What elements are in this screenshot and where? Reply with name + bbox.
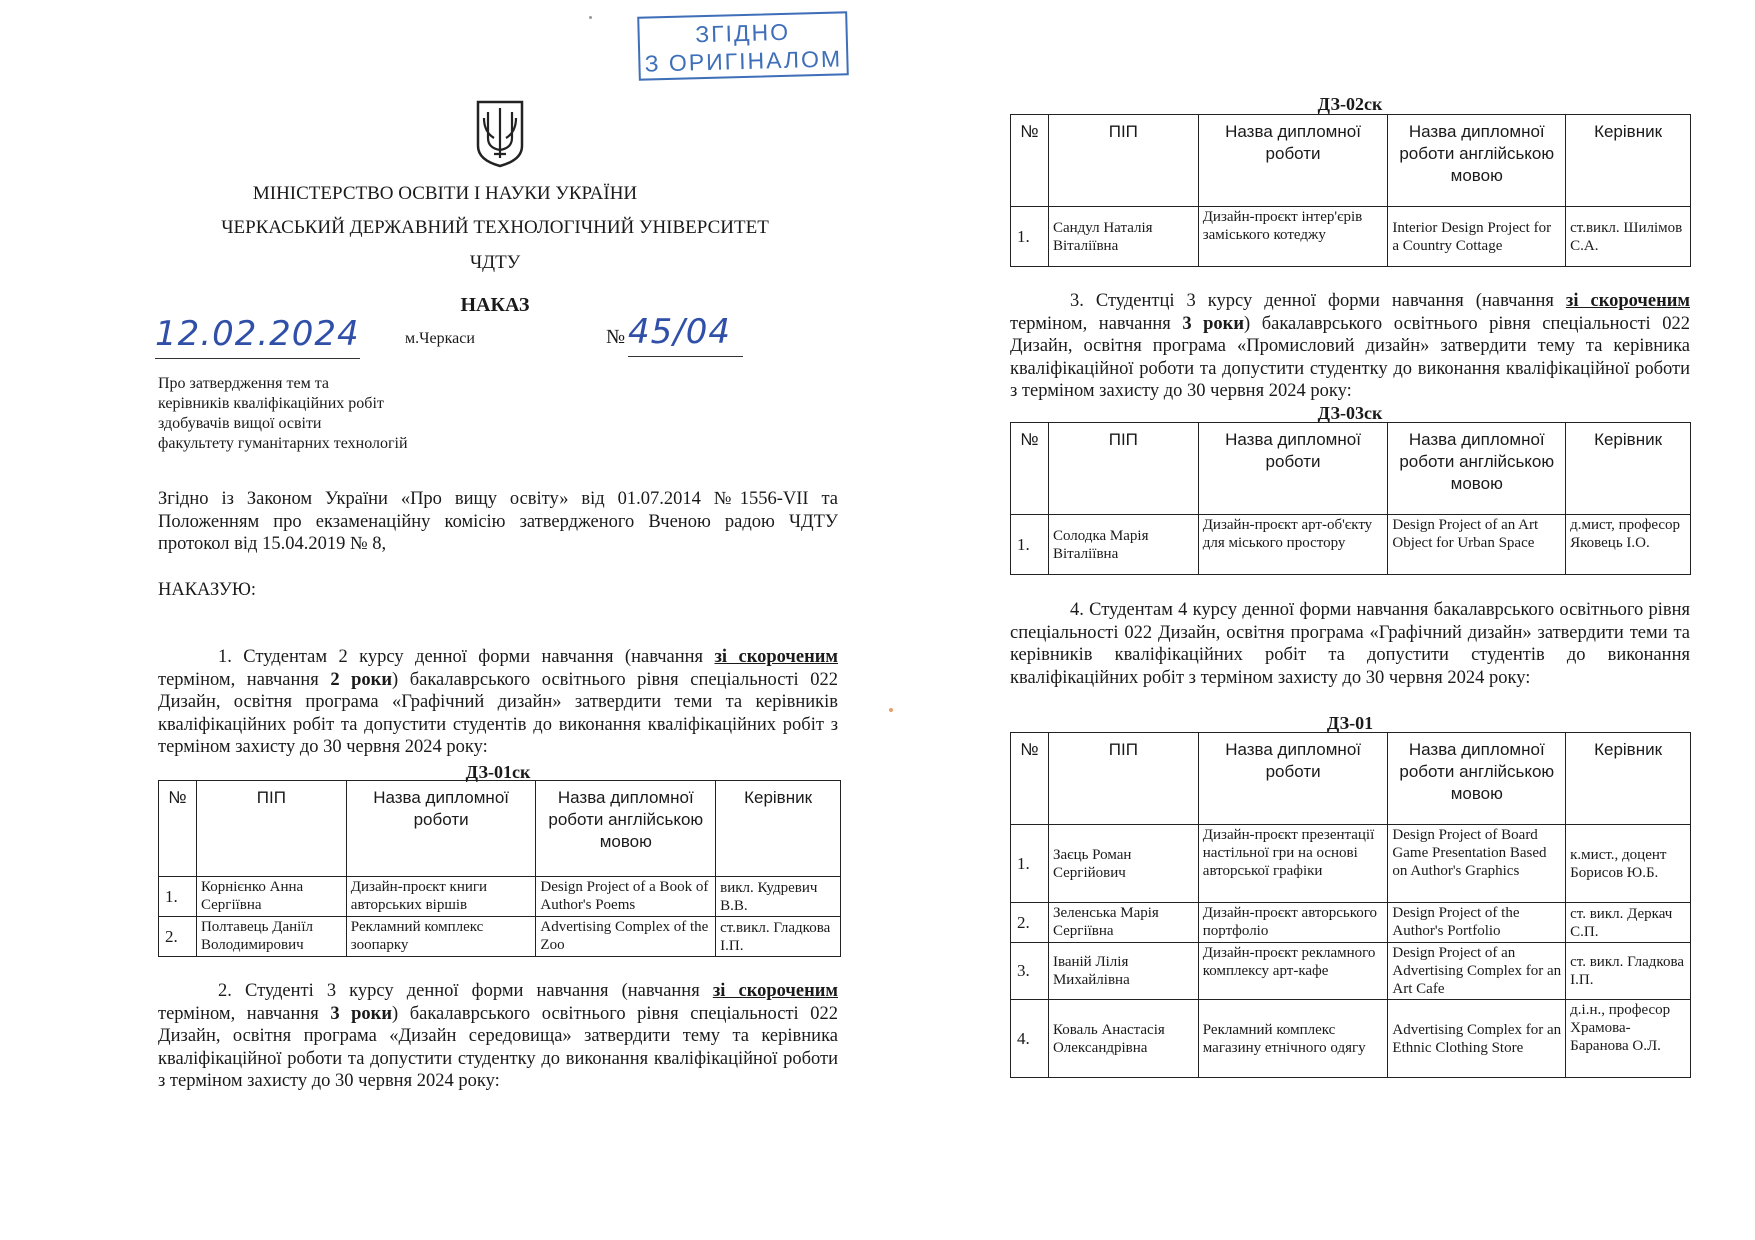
theses-table-4 xyxy=(1010,732,1691,1078)
table-row: 1. Заєць Роман Сергійович Дизайн-проєкт презентації настільної гри на основі авторської графіки Design Project of Board Game Presentation Based on Author's Graphics к.мист., доцент Борисов Ю.Б. xyxy=(1011,825,1691,903)
city: м.Черкаси xyxy=(405,330,475,347)
table-row: 1. Сандул Наталія Віталіївна Дизайн-проєкт інтер'єрів заміського котеджу Interior Design Project for a Country Cottage ст.викл. Шилімов С.А. xyxy=(1011,207,1691,267)
scan-speck xyxy=(889,708,893,712)
column-header-title-en: Назва дипломної роботи англійською мовою xyxy=(1388,115,1566,207)
column-header-num: № xyxy=(1011,733,1049,825)
column-header-name: ПІП xyxy=(1048,423,1198,515)
scan-speck xyxy=(589,16,592,19)
order-title: НАКАЗ xyxy=(460,294,530,316)
order-word: НАКАЗУЮ: xyxy=(158,580,257,600)
table-row: 4. Коваль Анастасія Олександрівна Рекламний комплекс магазину етнічного одягу Advertising Complex for an Ethnic Clothing Store д.і.н., професор Храмова-Баранова О.Л. xyxy=(1011,1000,1691,1078)
order-date: 12.02.2024 xyxy=(155,314,360,359)
theses-table-3 xyxy=(1010,422,1691,575)
column-header-supervisor: Керівник xyxy=(1566,733,1691,825)
table-2-caption: ДЗ-02ск xyxy=(1317,94,1383,114)
number-sign: № xyxy=(606,326,626,348)
column-header-title: Назва дипломної роботи xyxy=(1198,115,1388,207)
column-header-num: № xyxy=(1011,115,1049,207)
item-1: 1. Студентам 2 курсу денної форми навчання (навчання зі скороченим терміном, навчання 2 роки) бакалаврського освітнього рівня спеціальності 022 Дизайн, освітня програма «Графічний дизайн» затвердити теми та керівників кваліфікаційних робіт та допустити студентів до виконання кваліфікаційних робіт з терміном захисту до 30 червня 2024 року: xyxy=(158,647,838,757)
table-row: 3. Іваній Лілія Михайлівна Дизайн-проєкт рекламного комплексу арт-кафе Design Project of an Advertising Complex for an Art Cafe ст. викл. Гладкова І.П. xyxy=(1011,943,1691,1000)
preamble: Згідно із Законом України «Про вищу освіту» від 01.07.2014 №1556-VII та Положенням про екзаменаційну комісію затвердженого Вченою радою ЧДТУ протокол від 15.04.2019 № 8, xyxy=(158,489,838,554)
column-header-name: ПІП xyxy=(196,781,346,877)
table-row: 1. Солодка Марія Віталіївна Дизайн-проєкт арт-об'єкту для міського простору Design Project of an Art Object for Urban Space д.мист, професор Яковець І.О. xyxy=(1011,515,1691,575)
column-header-title: Назва дипломної роботи xyxy=(346,781,536,877)
column-header-title-en: Назва дипломної роботи англійською мовою xyxy=(1388,423,1566,515)
column-header-num: № xyxy=(1011,423,1049,515)
column-header-supervisor: Керівник xyxy=(716,781,841,877)
column-header-title: Назва дипломної роботи xyxy=(1198,733,1388,825)
theses-table-1 xyxy=(158,780,841,957)
table-3-caption: ДЗ-03ск xyxy=(1317,403,1383,423)
theses-table-2 xyxy=(1010,114,1691,267)
table-1-caption: ДЗ-01ск xyxy=(465,762,531,782)
item-4: 4. Студентам 4 курсу денної форми навчання бакалаврського освітнього рівня спеціальності 022 Дизайн, освітня програма «Графічний дизайн» затвердити теми та керівників кваліфікаційних робіт та допустити студентів до виконання кваліфікаційних робіт з терміном захисту до 30 червня 2024 року: xyxy=(1010,600,1690,688)
column-header-title: Назва дипломної роботи xyxy=(1198,423,1388,515)
item-2: 2. Студенті 3 курсу денної форми навчання (навчання зі скороченим терміном, навчання 3 роки) бакалаврського освітнього рівня спеціальності 022 Дизайн, освітня програма «Дизайн середовища» затвердити тему та керівника кваліфікаційної роботи та допустити студентку до виконання кваліфікаційної роботи з терміном захисту до 30 червня 2024 року: xyxy=(158,981,838,1091)
column-header-name: ПІП xyxy=(1048,115,1198,207)
certified-copy-stamp: ЗГІДНО З ОРИГІНАЛОМ xyxy=(637,11,849,80)
university-abbr: ЧДТУ xyxy=(469,252,521,273)
column-header-supervisor: Керівник xyxy=(1566,115,1691,207)
item-3: 3. Студентці 3 курсу денної форми навчання (навчання зі скороченим терміном, навчання 3 роки) бакалаврського освітнього рівня спеціальності 022 Дизайн, освітня програма «Промисловий дизайн» затвердити тему та керівника кваліфікаційної роботи та допустити студентку до виконання кваліфікаційної роботи з терміном захисту до 30 червня 2024 року: xyxy=(1010,291,1690,401)
table-row: 2. Полтавець Даніїл Володимирович Рекламний комплекс зоопарку Advertising Complex of the Zoo ст.викл. Гладкова І.П. xyxy=(159,917,841,957)
column-header-name: ПІП xyxy=(1048,733,1198,825)
column-header-title-en: Назва дипломної роботи англійською мовою xyxy=(1388,733,1566,825)
column-header-title-en: Назва дипломної роботи англійською мовою xyxy=(536,781,716,877)
order-subject: Про затвердження тем та керівників кваліфікаційних робіт здобувачів вищої освіти факультету гуманітарних технологій xyxy=(158,375,408,452)
ministry-title: МІНІСТЕРСТВО ОСВІТИ І НАУКИ УКРАЇНИ xyxy=(252,183,638,204)
table-row: 1. Корнієнко Анна Сергіївна Дизайн-проєкт книги авторських віршів Design Project of a Book of Author's Poems викл. Кудревич В.В. xyxy=(159,877,841,917)
university-title: ЧЕРКАСЬКИЙ ДЕРЖАВНИЙ ТЕХНОЛОГІЧНИЙ УНІВЕРСИТЕТ xyxy=(221,217,769,238)
column-header-num: № xyxy=(159,781,197,877)
trident-emblem-icon xyxy=(474,98,526,173)
column-header-supervisor: Керівник xyxy=(1566,423,1691,515)
table-row: 2. Зеленська Марія Сергіївна Дизайн-проєкт авторського портфоліо Design Project of the Author's Portfolio ст. викл. Деркач С.П. xyxy=(1011,903,1691,943)
table-4-caption: ДЗ-01 xyxy=(1326,713,1374,733)
order-number: 45/04 xyxy=(628,312,743,357)
